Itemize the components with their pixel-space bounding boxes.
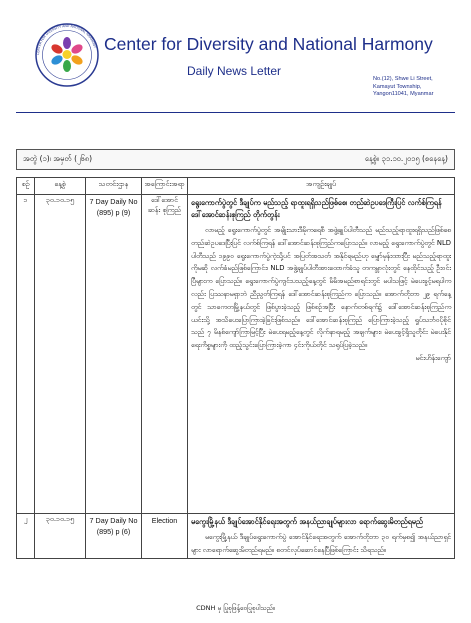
article-headline: ရွေးကောက်ပွဲတွင် ဒီချုပ်က မည်သည့် ရာထူးရရှိသည်ဖြစ်စေ၊ တည်ဆဲဥပဒေကြီးပြင် လက်စ်ကြရန် ဒေါ်အောင်ဆန်းစုကြည် တိုက်တွန်း — [191, 198, 442, 219]
row-number: ၁ — [17, 195, 35, 514]
table-row — [17, 514, 455, 559]
address-line: No.(12), Shwe Li Street, — [373, 76, 433, 82]
address-line: Yangon11041, Myanmar — [373, 91, 434, 98]
row-summary — [188, 514, 455, 559]
logo-ring-text: CENTER FOR DIVERSITY AND NATIONAL HARMONY — [35, 23, 98, 56]
news-table — [16, 177, 455, 559]
org-name: Center for Diversity and National Harmony — [104, 34, 433, 54]
header-divider — [16, 112, 455, 113]
row-number: ၂ — [17, 514, 35, 559]
issue-volume-number: အတွဲ (၁)၊ အမှတ် (၂၆၈) — [23, 154, 93, 163]
issue-date: နေ့စွဲ။ ၃၁.၁၀.၂၀၁၅ (စနေနေ့) — [364, 154, 448, 163]
row-date: ၃၀.၁၀.၁၅ — [35, 514, 86, 559]
column-header-category: အကြောင်းအရာ — [142, 178, 188, 195]
newsletter-subtitle: Daily News Letter — [187, 64, 282, 78]
row-category: ဒေါ်အောင်ဆန်း စုကြည် — [142, 195, 188, 514]
address-line: Kamayut Township, — [373, 83, 422, 90]
row-category: Election — [142, 514, 188, 559]
column-header-source: သတင်းဌာန — [86, 178, 142, 195]
row-source: 7 Day Daily No (895) p (6) — [86, 514, 142, 559]
column-header-date: နေ့စွဲ — [35, 178, 86, 195]
row-summary — [188, 195, 455, 514]
article-body: လာမည့် ရွေးကောက်ပွဲတွင် အမျိုးသားဒီမိုကရေစီ အဖွဲ့ချုပ်ပါတီသည် မည်သည့်ရာထူးရရှိသည်ဖြစ်စေ တည်ဆဲဥပဒေပြီးပြင် လက်စ်ကြရန် ဒေါ်အောင်ဆန်းစုကြည်ကပြောသည်။ လာမည့် ရွေးကောက်ပွဲတွင် NLD ပါတီသည် ၁၉၉၀ ရွေးကောက်ပွဲကဲ့သို့ပင် အပြတ်အသတ် အနိုင်ရမည်ဟု မျှော်မှန်းထားပြီး မည်သည့်ရာထူးကိုမဆို လက်ခံမည်ဖြစ်ကြောင်း၊ NLD အဖွဲ့ချုပ်ပါတီအားထောက်ခံသူ တကမ္ဘာလုံးတွင် နေထိုင်သည့် ဦးဝင်းပြီများက ပြောသည်။ ရွေးကောက်ပွဲကျင်းပသည့်နေ့တွင် မိမိအမည်စာရင်းတွင် မပါသဖြင့် မဲပေးခွင့်မရပါကလည်း ပြဿနာမရှာဘဲ ညီညွတ်ကြရန် ဒေါ်အောင်ဆန်းစုကြည်က ပြောသည်။ အောက်တိုဘာ ၂၉ ရက်နေ့တွင် သာကေတမြို့နယ်တွင် ဖြစ်ပွားခဲ့သည့် ဖြစ်စဉ်အပြီး နောက်တစ်ရက်၌ ဒေါ်အောင်ဆန်းစုကြည်က ယင်းသို့ အသိပေးပြောကြားခဲ့ခြင်းဖြစ်သည်။ ဒေါ်အောင်ဆန်းစုကြည် ပြောကြားခဲ့သည့် ရှုပ်သင်္ဘဝပိုစိုင် သည် ၇ မိနစ်ကျော်ကြာမြင့်ပြီး မဲပေးရမည့်နေ့တွင် လိုက်နာရမည့် အချက်များ၊ မဲပေးခွင့်ရှိသူတိုင်း မဲပေးနိုင်ရေးကိစ္စများကို ထည့်သွင်းပြောကြားခဲ့ကာ ၄င်းကိုယ်တိုင် သရုပ်ပြခဲ့သည်။ — [191, 226, 451, 350]
table-row — [17, 195, 455, 514]
issue-bar — [16, 149, 455, 170]
cdnh-logo — [34, 22, 100, 88]
article-body: မကွေးမြို့နယ် ဒီချုပ်ရွေးကောက်ပွဲ အောင်နိုင်ရေးအတွက် အောက်တိုဘာ ၃၀ ရက်မှစ၍ အနယ်ညာရှင်များ လာရောက်ဆွေးမိတည်ရမည်။ စတင်လုပ်ဆောင်နေပြီဖြစ်ကြောင်း သိရသည်။ — [191, 533, 451, 554]
column-header-summary: အကျဉ်းချုပ် — [188, 178, 455, 195]
row-date: ၃၀.၁၀.၁၅ — [35, 195, 86, 514]
page-footer: CDNH မှ ပြုစုဖြန့်ဝေပြုစုပါသည်။ — [196, 604, 275, 612]
article-headline: မကွေးမြို့နယ် ဒီချုပ်အောင်နိုင်ရေးအတွက် အနယ်ညာချုပ်များလာ ရောက်ဆွေးမိတည်ရမည် — [191, 517, 423, 526]
address-block — [373, 76, 465, 99]
article-author: မင်းဟိန်းကျော် — [415, 353, 451, 362]
row-source: 7 Day Daily No (895) p (9) — [86, 195, 142, 514]
table-header-row — [17, 178, 455, 195]
column-header-number: စဉ် — [17, 178, 35, 195]
